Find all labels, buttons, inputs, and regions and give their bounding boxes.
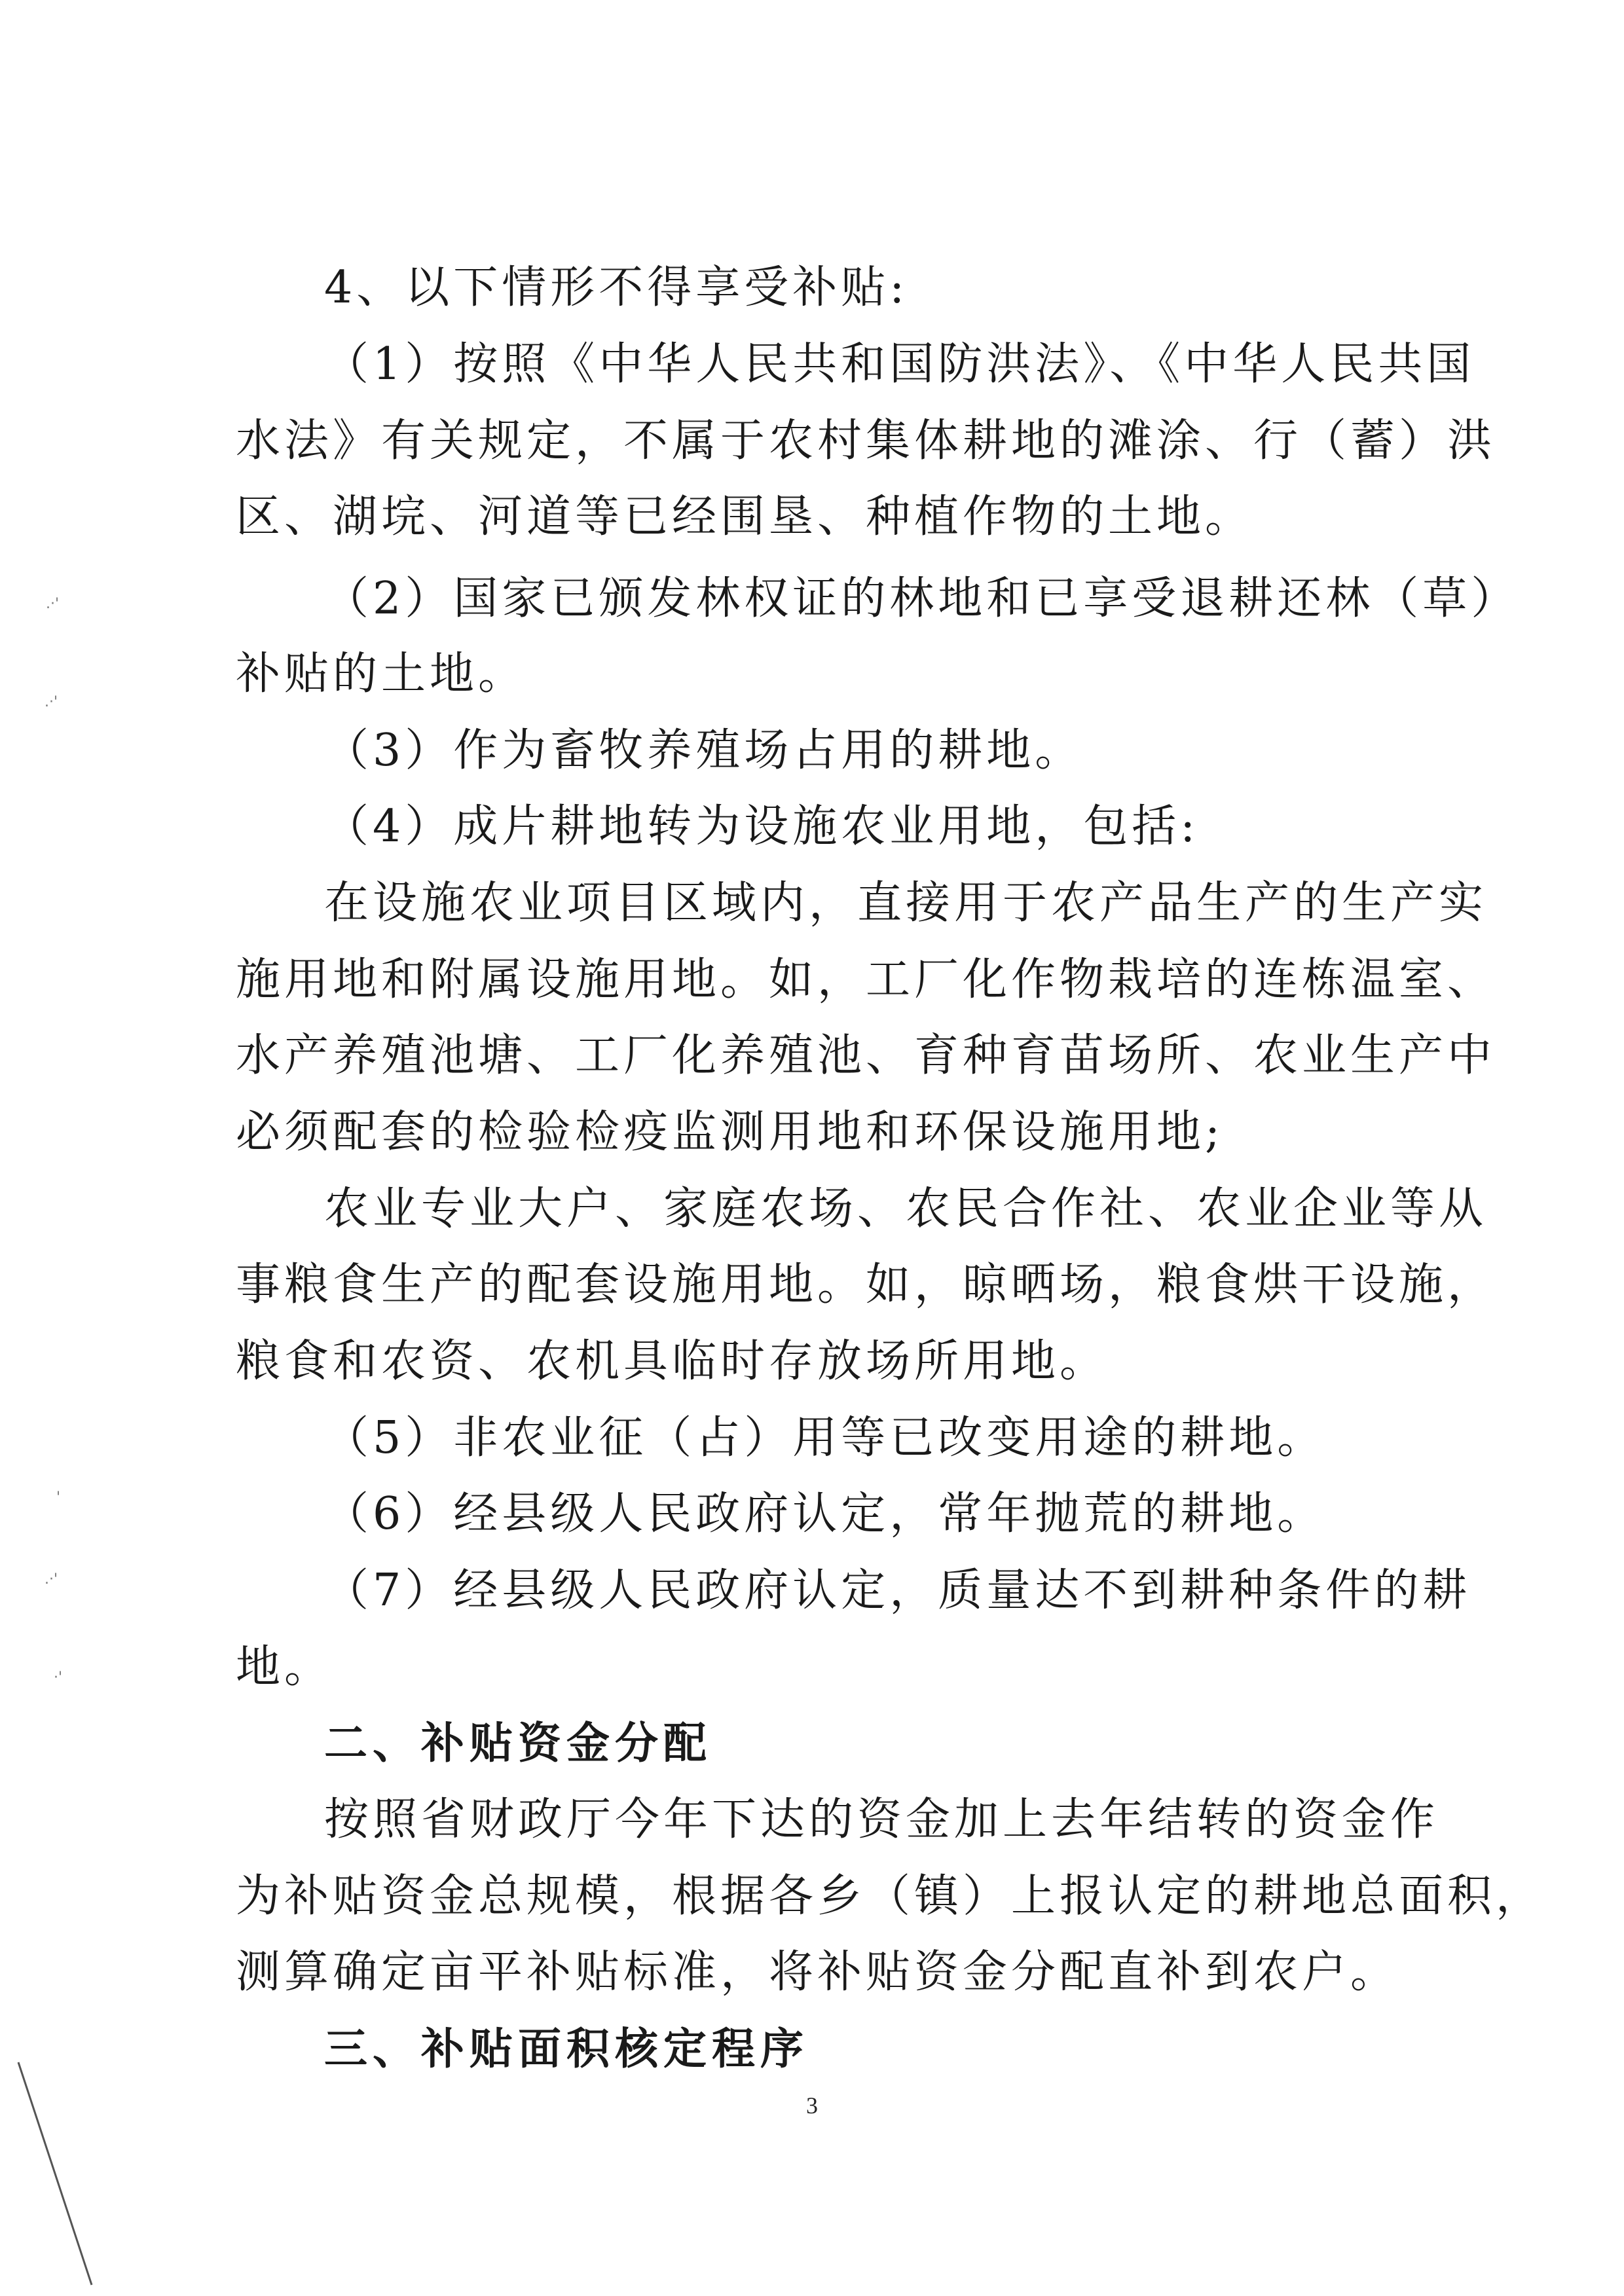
- paragraph-line: 按照省财政厅今年下达的资金加上去年结转的资金作: [324, 1794, 1439, 1846]
- page-number: 3: [806, 2092, 818, 2119]
- paragraph-line: （7）经县级人民政府认定，质量达不到耕种条件的耕: [324, 1565, 1471, 1616]
- paragraph-line: 粮食和农资、农机具临时存放场所用地。: [236, 1336, 1109, 1387]
- scan-speck: .·': [45, 694, 58, 710]
- paragraph-line: 水产养殖池塘、工厂化养殖池、育种育苗场所、农业生产中: [236, 1030, 1496, 1082]
- paragraph-line: 事粮食生产的配套设施用地。如，晾晒场，粮食烘干设施，: [236, 1259, 1496, 1311]
- section-heading: 三、补贴面积核定程序: [324, 2024, 809, 2074]
- paragraph-line: （5）非农业征（占）用等已改变用途的耕地。: [324, 1412, 1326, 1464]
- paragraph-line: （1）按照《中华人民共和国防洪法》、《中华人民共国: [324, 338, 1475, 390]
- paragraph-line: 在设施农业项目区域内，直接用于农产品生产的生产实: [324, 877, 1488, 929]
- paragraph-line: 地。: [236, 1641, 333, 1693]
- section-heading: 二、补贴资金分配: [324, 1718, 712, 1768]
- paragraph-line: 为补贴资金总规模，根据各乡（镇）上报认定的耕地总面积，: [236, 1870, 1545, 1922]
- scan-speck: .·': [45, 1571, 58, 1588]
- paragraph-line: 必须配套的检验检疫监测用地和环保设施用地;: [236, 1106, 1224, 1158]
- paragraph-line: 施用地和附属设施用地。如，工厂化作物栽培的连栋温室、: [236, 954, 1496, 1006]
- paragraph-line: （2）国家已颁发林权证的林地和已享受退耕还林（草）: [324, 573, 1520, 625]
- scan-speck: ': [56, 1489, 61, 1506]
- paragraph-line: 测算确定亩平补贴标准，将补贴资金分配直补到农户。: [236, 1946, 1399, 1998]
- scan-speck: .·': [46, 596, 60, 612]
- paragraph-line: 水法》有关规定，不属于农村集体耕地的滩涂、行（蓄）洪: [236, 415, 1496, 467]
- paragraph-line: 4、以下情形不得享受补贴:: [324, 262, 909, 314]
- paragraph-line: （3）作为畜牧养殖场占用的耕地。: [324, 725, 1084, 776]
- paragraph-line: （6）经县级人民政府认定，常年抛荒的耕地。: [324, 1488, 1326, 1540]
- paragraph-line: （4）成片耕地转为设施农业用地，包括:: [324, 801, 1200, 852]
- scan-speck: ·': [54, 1669, 63, 1686]
- paragraph-line: 农业专业大户、家庭农场、农民合作社、农业企业等从: [324, 1183, 1488, 1235]
- paragraph-line: 区、湖垸、河道等已经围垦、种植作物的土地。: [236, 491, 1254, 543]
- paragraph-line: 补贴的土地。: [236, 648, 527, 700]
